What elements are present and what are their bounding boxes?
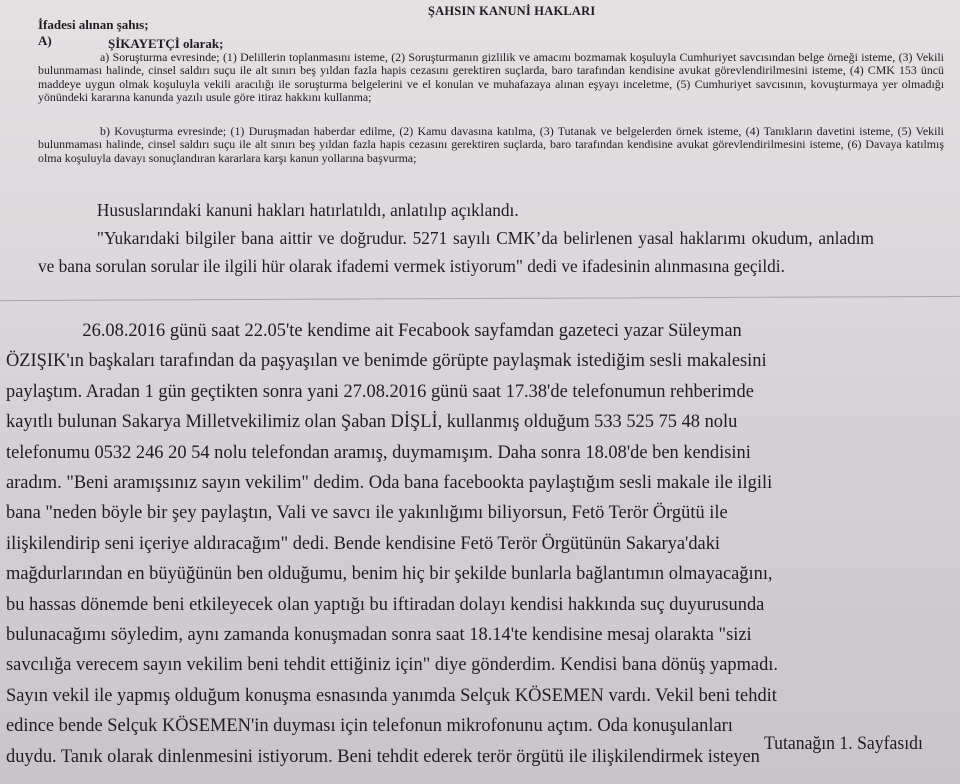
statement-line: ilişkilendirip seni içeriye aldıracağım" dedi. Bende kendisine Fetö Terör Örgütünün Sakarya'daki	[6, 532, 721, 554]
statement-line: bana "neden böyle bir şey paylaştın, Vali ve savcı ile yakınlığımı biliyorsun, Fetö Terör Örgütü ile	[6, 502, 728, 524]
statement-line: mağdurlarından en büyüğünün ben olduğumu, benim hiç bir şekilde bunlarla bağlantımın olmayacağını,	[6, 563, 773, 585]
statement-line: telefonumu 0532 246 20 54 nolu telefondan aramış, duymamışım. Daha sonra 18.08'de ben kendisini	[6, 441, 751, 463]
complainant-heading: ŞİKAYETÇİ olarak;	[108, 36, 224, 51]
document-title: ŞAHSIN KANUNİ HAKLARI	[428, 4, 596, 18]
statement-line: 26.08.2016 günü saat 22.05'te kendime ait Fecabook sayfamdan gazeteci yazar Süleyman	[82, 320, 742, 341]
declaration-text: "Yukarıdaki bilgiler bana aittir ve doğrudur. 5271 sayılı CMK’da belirlenen yasal haklarımı okudum, anladım ve bana sorulan sorular ile ilgili hür olarak ifademi vermek istiyorum" dedi ve ifadesinin alınmasına geçildi.	[38, 228, 874, 276]
rights-explained-text: Hususlarındaki kanuni hakları hatırlatıldı, anlatılıp açıklandı.	[96, 200, 519, 220]
statement-line: savcılığa verecem sayın vekilim beni tehdit ettiğiniz için" diye gönderdim. Kendisi bana dönüş yapmadı.	[6, 654, 778, 676]
section-a-label: A)	[38, 33, 52, 48]
statement-line: edince bende Selçuk KÖSEMEN'in duyması için telefonun mikrofonunu açtım. Oda konuşulanları	[6, 715, 733, 737]
page-footer: Tutanağın 1. Sayfasıdı	[764, 733, 923, 754]
statement-line: Sayın vekil ile yapmış olduğum konuşma esnasında yanımda Selçuk KÖSEMEN vardı. Vekil beni tehdit	[6, 684, 777, 706]
statement-line: aradım. "Beni aramışsınız sayın vekilim" dedim. Oda bana facebookta paylaştığım sesli makale ile ilgili	[6, 472, 773, 494]
statement-line: paylaştım. Aradan 1 gün geçtikten sonra yani 27.08.2016 günü saat 17.38'de telefonumun rehberimde	[6, 380, 754, 402]
statement-line: bulunacağımı söyledim, aynı zamanda konuşmadan sonra saat 18.14'te kendisine mesaj olarakta "sizi	[6, 624, 752, 646]
subject-label: İfadesi alınan şahıs;	[38, 17, 149, 32]
prosecution-rights-paragraph: b) Kovuşturma evresinde; (1) Duruşmadan haberdar edilme, (2) Kamu davasına katılma, (3) Tutanak ve belgelerden örnek isteme, (4) Tanıkların davetini isteme, (5) Vekili bulunmaması halinde, cinsel saldırı suçu ile alt sınırı beş yıldan fazla hapis cezasını gerektiren suçlarda, baro tarafından kendisine avukat görevlendirilmesini isteme, (6) Davaya katılmış olma koşuluyla davayı sonuçlandıran kararlara karşı kanun yollarına başvurma;	[38, 124, 944, 165]
statement-line: kayıtlı bulunan Sakarya Milletvekilimiz olan Şaban DİŞLİ, kullanmış olduğum 533 525 75 48 nolu	[6, 411, 738, 433]
statement-body	[6, 316, 960, 772]
section-divider	[0, 296, 960, 301]
investigation-rights-paragraph: a) Soruşturma evresinde; (1) Delillerin toplanmasını isteme, (2) Soruşturmanın gizlilik ve amacını bozmamak koşuluyla Cumhuriyet savcısından belge örneği isteme, (3) Vekili bulunmaması halinde, cinsel saldırı suçu ile alt sınırı beş yıldan fazla hapis cezasını gerektiren suçlarda, baro tarafından kendisine avukat görevlendirilmesini isteme, (4) CMK 153 üncü maddeye uygun olmak koşuluyla vekili aracılığı ile soruşturma belgelerini ve el konulan ve muhafazaya alınan eşyayı inceletme, (5) Cumhuriyet savcısının, kovuşturmaya yer olmadığı yönündeki kararına kanunda yazılı usule göre itiraz hakkını kullanma;	[38, 50, 944, 104]
statement-line: duydu. Tanık olarak dinlenmesini istiyorum. Beni tehdit ederek terör örgütü ile ilişkilendirmek isteyen	[6, 745, 760, 767]
statement-line: bu hassas dönemde beni etkileyecek olan yaptığı bu iftiradan dolayı kendisi hakkında suç duyurusunda	[6, 593, 765, 615]
statement-line: ÖZIŞIK'ın başkaları tarafından da paşyaşılan ve benimde görüpte paylaşmak istediğim sesli makalesini	[6, 350, 767, 372]
declaration-section	[38, 196, 874, 280]
